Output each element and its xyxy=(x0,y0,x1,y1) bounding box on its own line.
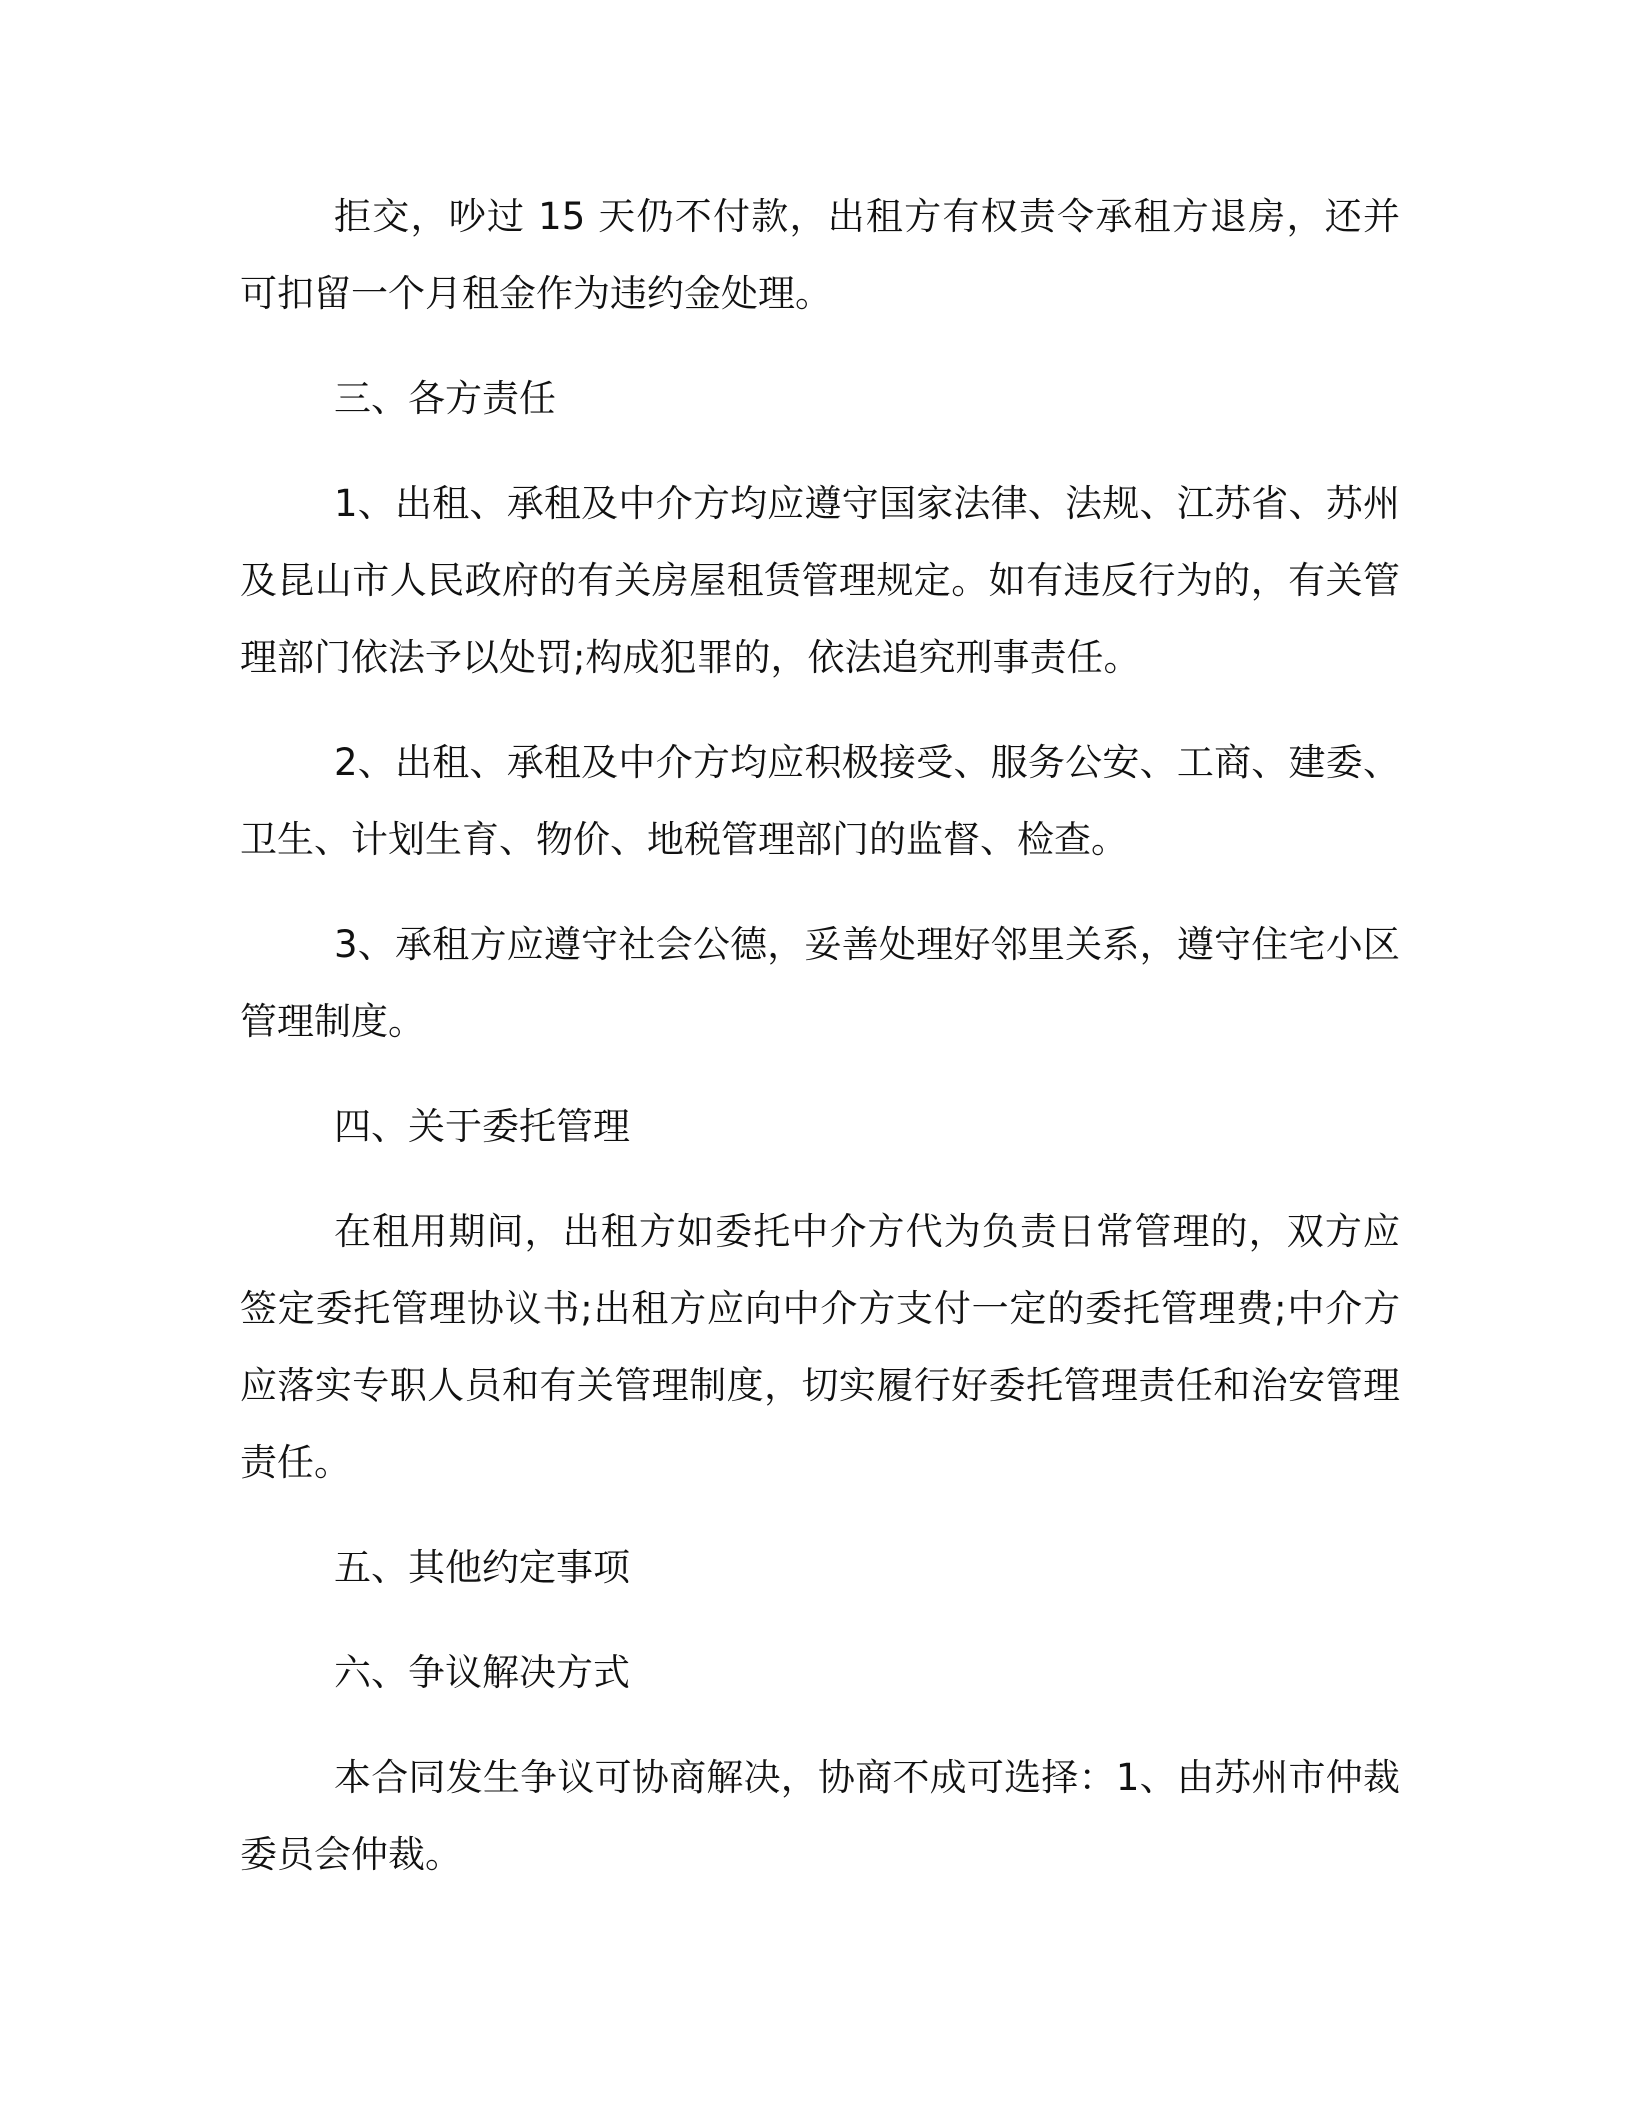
paragraph-responsibility-3: 3、承租方应遵守社会公德，妥善处理好邻里关系，遵守住宅小区管理制度。 xyxy=(240,923,1400,1043)
paragraph-entrusted-management: 在租用期间，出租方如委托中介方代为负责日常管理的，双方应签定委托管理协议书;出租方应向中介方支付一定的委托管理费;中介方应落实专职人员和有关管理制度，切实履行好委托管理责任和治安管理责任。 xyxy=(240,1210,1400,1484)
document-body xyxy=(240,178,1400,1921)
paragraph-default-rent: 拒交，吵过 15 天仍不付款，出租方有权责令承租方退房，还并可扣留一个月租金作为违约金处理。 xyxy=(240,195,1400,315)
section-heading-entrusted-management: 四、关于委托管理 xyxy=(334,1105,630,1148)
section-heading-other-matters: 五、其他约定事项 xyxy=(334,1546,630,1589)
section-heading-responsibilities: 三、各方责任 xyxy=(334,377,556,420)
paragraph-responsibility-1: 1、出租、承租及中介方均应遵守国家法律、法规、江苏省、苏州及昆山市人民政府的有关房屋租赁管理规定。如有违反行为的，有关管理部门依法予以处罚;构成犯罪的，依法追究刑事责任。 xyxy=(240,482,1400,679)
paragraph-dispute-resolution: 本合同发生争议可协商解决，协商不成可选择：1、由苏州市仲裁委员会仲裁。 xyxy=(240,1756,1400,1876)
paragraph-responsibility-2: 2、出租、承租及中介方均应积极接受、服务公安、工商、建委、卫生、计划生育、物价、地税管理部门的监督、检查。 xyxy=(240,741,1400,861)
section-heading-dispute-resolution: 六、争议解决方式 xyxy=(334,1651,630,1694)
